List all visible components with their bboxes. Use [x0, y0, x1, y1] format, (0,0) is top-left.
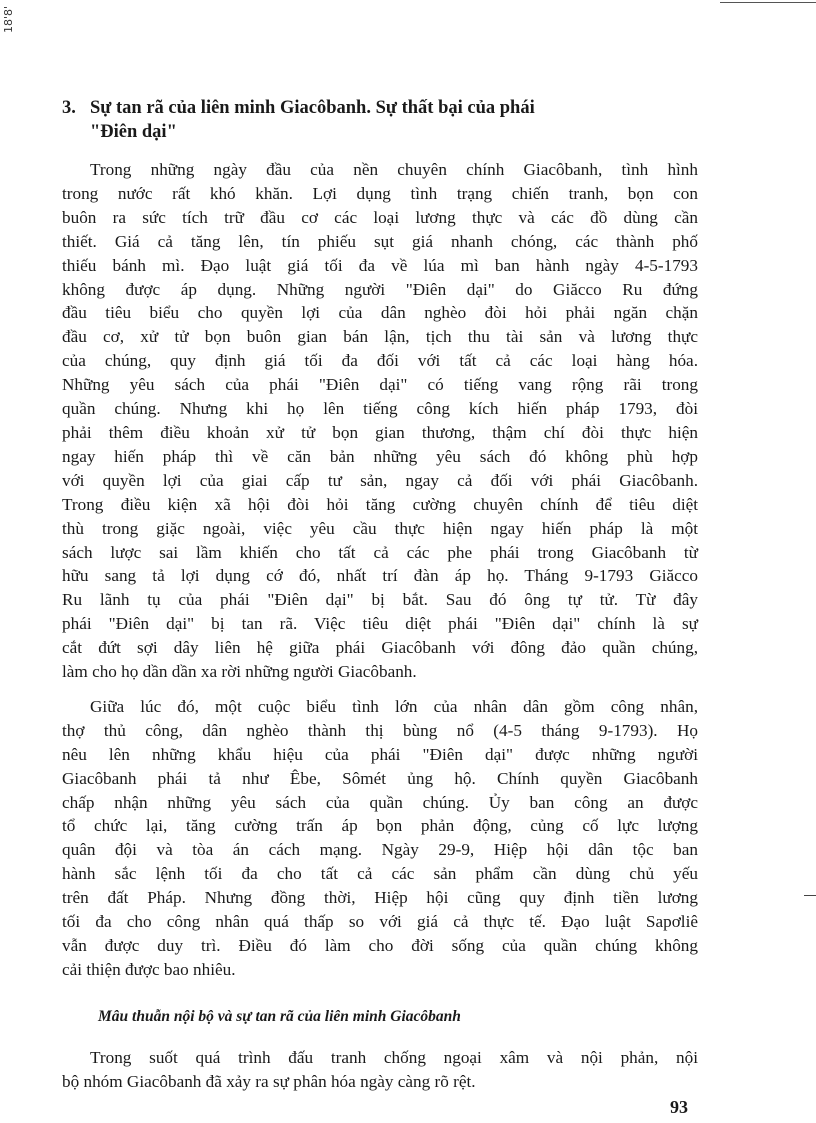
text-line: Trong những ngày đầu của nền chuyên chính Giacôbanh, tình hình — [90, 160, 698, 179]
top-rule — [720, 2, 816, 3]
text-line: với quyền lợi của giai cấp tư sản, ngay cả đối với phái Giacôbanh. — [62, 470, 698, 490]
text-line: thù trong giặc ngoài, việc yêu cầu thực hiện ngay hiến pháp là một — [62, 518, 698, 538]
text-line: cắt đứt sợi dây liên hệ giữa phái Giacôbanh với đông đảo quần chúng, — [62, 638, 698, 658]
text-line: trên đất Pháp. Nhưng đồng thời, Hiệp hội cũng quy định tiền lương — [62, 888, 698, 908]
paragraph-3 — [62, 1046, 698, 1094]
text-line: không được áp dụng. Những người "Điên dại" do Giăcco Ru đứng — [62, 279, 698, 299]
text-line: Giữa lúc đó, một cuộc biểu tình lớn của nhân dân gồm công nhân, — [90, 696, 698, 716]
section-heading — [62, 96, 698, 144]
text-line: phái "Điên dại" bị tan rã. Việc tiêu diệt phái "Điên dại" chính là sự — [62, 614, 698, 634]
section-title-line: "Điên dại" — [90, 122, 177, 142]
text-line: đầu tiêu biểu cho quyền lợi của dân nghèo đòi hỏi phải ngăn chặn — [62, 303, 698, 323]
text-line: quân đội và tòa án cách mạng. Ngày 29-9, Hiệp hội dân tộc ban — [62, 840, 698, 860]
text-line: Giacôbanh phái tả như Êbe, Sômét ủng hộ. Chính quyền Giacôbanh — [62, 768, 698, 788]
text-line: đầu cơ, xử tử bọn buôn gian bán lận, tịch thu tài sản và lương thực — [62, 327, 698, 347]
text-line: thiết. Giá cả tăng lên, tín phiếu sụt giá nhanh chóng, các thành phố — [62, 231, 698, 251]
text-line: làm cho họ dần dần xa rời những người Giacôbanh. — [62, 662, 417, 682]
text-line: chấp nhận những yêu sách của quần chúng. Ủy ban công an được — [62, 792, 698, 812]
text-line: của chúng, quy định giá tối đa đối với tất cả các loại hàng hóa. — [62, 351, 698, 371]
paragraph-1 — [62, 158, 698, 684]
corner-mark: 18'8' — [2, 6, 15, 34]
section-title — [90, 96, 698, 144]
text-line: Ru lãnh tụ của phái "Điên dại" bị bắt. Sau đó ông tự tử. Từ đây — [62, 590, 698, 610]
text-line: Những yêu sách của phái "Điên dại" có tiếng vang rộng rãi trong — [62, 375, 698, 395]
text-line: thợ thủ công, dân nghèo thành thị bùng nổ (4-5 tháng 9-1793). Họ — [62, 720, 698, 740]
section-number: 3. — [62, 98, 76, 118]
subsection-heading: Mâu thuẫn nội bộ và sự tan rã của liên minh Giacôbanh — [98, 1007, 461, 1025]
text-line: tối đa cho công nhân quá thấp so với giá cả thực tế. Đạo luật Sapơliê — [62, 912, 698, 932]
text-line: thiếu bánh mì. Đạo luật giá tối đa về lúa mì ban hành ngày 4-5-1793 — [62, 255, 698, 275]
text-line: vẫn được duy trì. Điều đó làm cho đời sống của quần chúng không — [62, 936, 698, 955]
text-line: cải thiện được bao nhiêu. — [62, 959, 236, 979]
text-line: Trong suốt quá trình đấu tranh chống ngoại xâm và nội phản, nội — [90, 1047, 698, 1067]
text-line: quần chúng. Nhưng khi họ lên tiếng công kích hiến pháp 1793, đòi — [62, 399, 698, 419]
edge-mark — [804, 895, 816, 896]
text-line: trong nước rất khó khăn. Lợi dụng tình trạng chiến tranh, bọn con — [62, 183, 698, 203]
text-line: ngay hiến pháp thì về căn bản những yêu sách đó không phù hợp — [62, 446, 698, 466]
page-number: 93 — [670, 1097, 688, 1117]
text-line: nêu lên những khẩu hiệu của phái "Điên dại" được những người — [62, 744, 698, 764]
paragraph-gap — [62, 684, 698, 695]
text-line: sách lược sai lầm khiến cho tất cả các phe phái trong Giacôbanh từ — [62, 542, 698, 562]
text-line: buôn ra sức tích trữ đầu cơ các loại lương thực và các đồ dùng cần — [62, 207, 698, 227]
text-line: phải thêm điều khoản xử tử bọn gian thương, thậm chí đòi thực hiện — [62, 422, 698, 442]
text-line: tổ chức lại, tăng cường trấn áp bọn phản động, củng cố lực lượng — [62, 816, 698, 836]
text-line: hành sắc lệnh tối đa cho tất cả các sản phẩm cần dùng chủ yếu — [62, 864, 698, 884]
text-line: Trong điều kiện xã hội đòi hỏi tăng cường chuyên chính để tiêu diệt — [62, 494, 698, 514]
text-line: hữu sang tả lợi dụng cớ đó, nhất trí đàn áp họ. Tháng 9-1793 Giăcco — [62, 566, 698, 586]
page-content — [62, 96, 698, 1094]
text-line: bộ nhóm Giacôbanh đã xảy ra sự phân hóa ngày càng rõ rệt. — [62, 1071, 476, 1091]
paragraph-2 — [62, 695, 698, 982]
section-title-line: Sự tan rã của liên minh Giacôbanh. Sự thất bại của phái — [90, 98, 535, 118]
